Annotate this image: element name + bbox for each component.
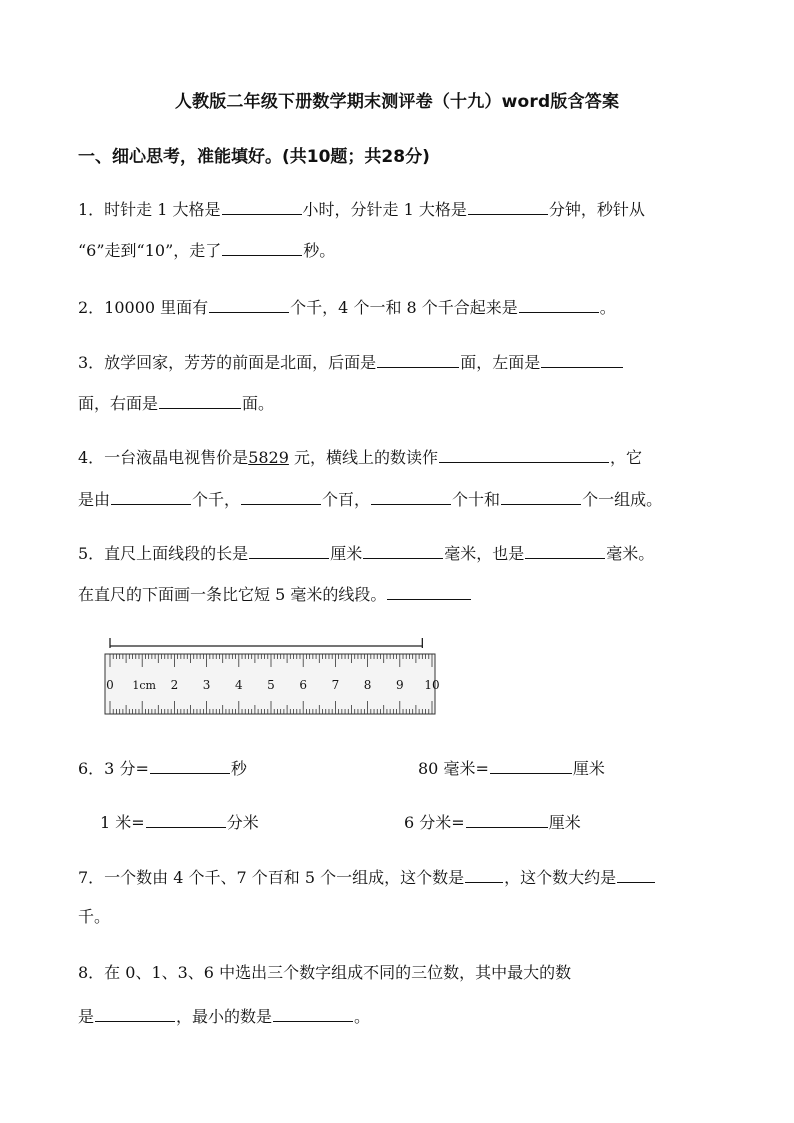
q4-text-g: 个十和: [452, 490, 501, 509]
q1-text-e: 秒。: [303, 241, 336, 260]
ruler-label: 7: [331, 678, 340, 692]
question-6-line-1b: [418, 756, 605, 780]
q7-blank-estimate[interactable]: [617, 865, 655, 883]
q1-blank-seconds[interactable]: [222, 238, 302, 256]
q3-text-d: 面。: [242, 394, 275, 413]
q7-blank-number[interactable]: [465, 865, 503, 883]
question-6-line-1a: [78, 756, 247, 780]
q6-text-h: 厘米: [548, 813, 581, 832]
q5-blank-total-mm[interactable]: [525, 541, 605, 559]
q5-text-d: 毫米。: [606, 544, 655, 563]
q5-text-e: 在直尺的下面画一条比它短 5 毫米的线段。: [78, 585, 387, 604]
q5-blank-cm[interactable]: [249, 541, 329, 559]
q5-text-b: 厘米: [330, 544, 363, 563]
q4-blank-ones[interactable]: [501, 487, 581, 505]
q3-blank-right[interactable]: [159, 391, 241, 409]
page-title: 人教版二年级下册数学期末测评卷（十九）word版含答案: [174, 92, 620, 112]
q1-text-d: “6”走到“10”，走了: [78, 241, 222, 260]
ruler-label: 5: [267, 678, 275, 692]
q6-blank-seconds[interactable]: [150, 756, 230, 774]
question-6-line-2b: [404, 810, 581, 834]
q3-text-a: 3．放学回家，芳芳的前面是北面，后面是: [78, 353, 377, 372]
q8-text-a: 8．在 0、1、3、6 中选出三个数字组成不同的三位数，其中最大的数: [78, 963, 572, 982]
q4-text-b: 元，横线上的数读作: [294, 448, 439, 467]
question-1-line-2: [78, 238, 335, 262]
q4-text-h: 个一组成。: [582, 490, 663, 509]
q6-text-d: 厘米: [572, 759, 605, 778]
q5-text-a: 5．直尺上面线段的长是: [78, 544, 249, 563]
q4-text-e: 个千，: [192, 490, 241, 509]
q6-text-f: 分米: [226, 813, 259, 832]
q1-text-b: 小时，分针走 1 大格是: [302, 200, 467, 219]
q5-blank-draw-line[interactable]: [387, 582, 471, 600]
question-8-line-1: [78, 962, 571, 984]
ruler-label: 2: [170, 678, 179, 692]
q3-blank-back[interactable]: [377, 350, 459, 368]
q8-blank-largest[interactable]: [95, 1004, 175, 1022]
question-4-line-1: [78, 445, 642, 469]
q6-blank-dm[interactable]: [146, 810, 226, 828]
q5-text-c: 毫米，也是: [444, 544, 525, 563]
q6-text-e: 1 米=: [100, 813, 145, 832]
q4-price-number: 5829: [248, 448, 289, 467]
q4-blank-reading[interactable]: [439, 445, 609, 463]
q6-blank-cm-2[interactable]: [466, 810, 548, 828]
q4-blank-thousands[interactable]: [111, 487, 191, 505]
q4-text-c: ，它: [610, 448, 643, 467]
q2-text-a: 2．10000 里面有: [78, 298, 209, 317]
q4-blank-tens[interactable]: [371, 487, 451, 505]
q3-text-b: 面，左面是: [460, 353, 541, 372]
ruler-label: 9: [395, 678, 404, 692]
ruler-label: 8: [363, 678, 372, 692]
q2-text-c: 。: [599, 298, 616, 317]
ruler-ticks: [105, 638, 435, 714]
q8-text-b: 是: [78, 1007, 95, 1026]
question-1-line-1: [78, 197, 645, 221]
section-heading: 一、细心思考，准能填好。(共10题；共28分): [78, 147, 430, 167]
question-3-line-2: [78, 391, 274, 415]
q7-text-b: ，这个数大约是: [504, 868, 617, 887]
question-7-line-1: [78, 865, 656, 889]
question-2-line: [78, 295, 616, 319]
q1-blank-minutes[interactable]: [468, 197, 548, 215]
q1-text-c: 分钟，秒针从: [548, 200, 645, 219]
q2-blank-thousands[interactable]: [209, 295, 289, 313]
q7-text-a: 7．一个数由 4 个千、7 个百和 5 个一组成，这个数是: [78, 868, 465, 887]
ruler-label: 6: [299, 678, 308, 692]
q6-text-b: 秒: [230, 759, 247, 778]
q3-text-c: 面，右面是: [78, 394, 159, 413]
q8-text-c: ，最小的数是: [176, 1007, 273, 1026]
q7-text-c: 千。: [78, 907, 111, 926]
ruler-label: 0: [106, 678, 114, 692]
question-5-line-2: [78, 582, 472, 606]
question-7-line-2: [78, 906, 110, 928]
q6-text-c: 80 毫米=: [418, 759, 489, 778]
q6-blank-cm-1[interactable]: [490, 756, 572, 774]
question-6-line-2a: [100, 810, 259, 834]
ruler-label: 3: [202, 678, 211, 692]
q3-blank-left[interactable]: [541, 350, 623, 368]
question-3-line-1: [78, 350, 624, 374]
q8-blank-smallest[interactable]: [273, 1004, 353, 1022]
q2-blank-number[interactable]: [519, 295, 599, 313]
q4-text-a: 4．一台液晶电视售价是: [78, 448, 249, 467]
question-4-line-2: [78, 487, 662, 511]
q8-text-d: 。: [354, 1007, 371, 1026]
q4-text-d: 是由: [78, 490, 111, 509]
q4-blank-hundreds[interactable]: [241, 487, 321, 505]
ruler-label: 1cm: [132, 679, 156, 692]
ruler-figure: [104, 634, 440, 716]
ruler-label: 4: [234, 678, 243, 692]
question-8-line-2: [78, 1004, 370, 1028]
q1-text-a: 1．时针走 1 大格是: [78, 200, 221, 219]
q6-text-g: 6 分米=: [404, 813, 465, 832]
q6-text-a: 6．3 分=: [78, 759, 149, 778]
q4-text-f: 个百，: [322, 490, 371, 509]
q2-text-b: 个千，4 个一和 8 个千合起来是: [290, 298, 518, 317]
question-5-line-1: [78, 541, 654, 565]
ruler-label: 10: [424, 678, 440, 692]
q1-blank-hours[interactable]: [222, 197, 302, 215]
q5-blank-mm[interactable]: [363, 541, 443, 559]
